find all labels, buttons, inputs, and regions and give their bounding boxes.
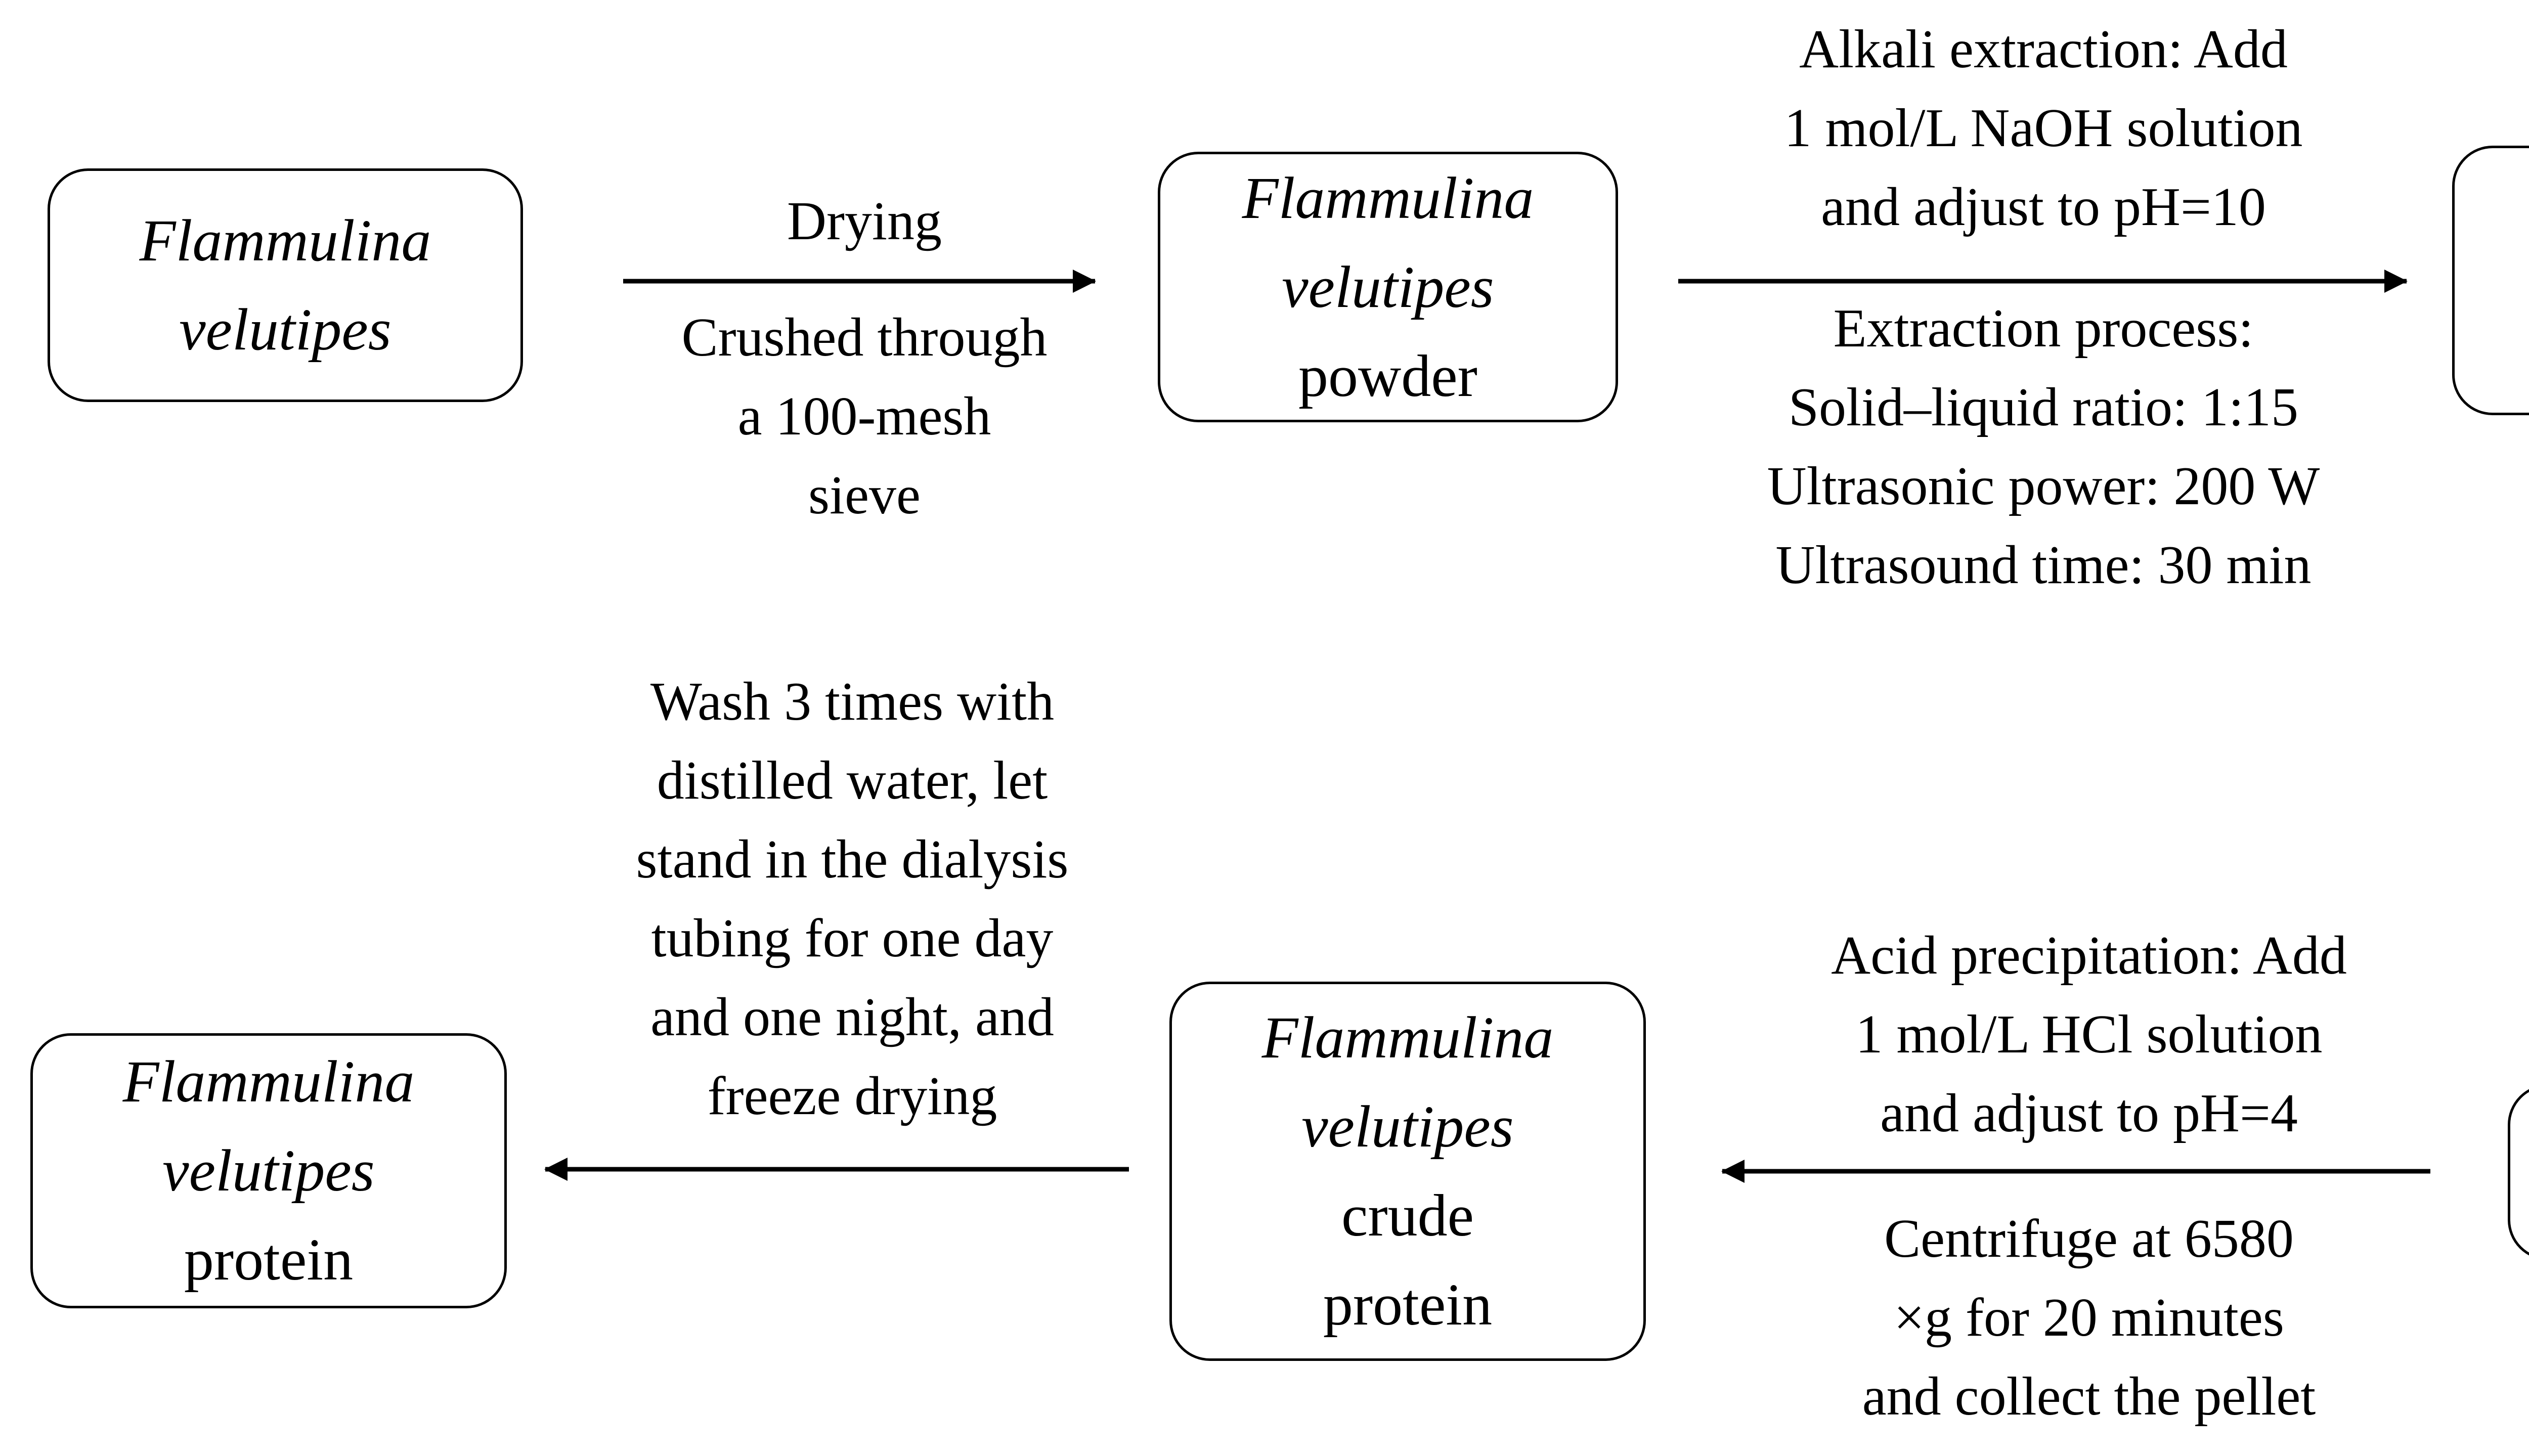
label-wash (536, 663, 1168, 1136)
label-line: Alkali extraction: Add (1799, 19, 2288, 79)
node-italic-line: velutipes (162, 1137, 375, 1204)
label-line: Crushed through (681, 307, 1048, 368)
label-line: Acid precipitation: Add (1831, 925, 2347, 986)
label-acid-above (1720, 916, 2458, 1153)
label-line: sieve (808, 465, 921, 525)
label-line: Wash 3 times with (650, 672, 1055, 732)
label-alkali-below (1654, 289, 2433, 605)
node-protein (30, 1033, 507, 1308)
node-plain-line: powder (1298, 342, 1477, 409)
label-line: a 100-mesh (737, 386, 991, 447)
label-line: and adjust to pH=10 (1821, 177, 2266, 237)
node-solution (2452, 146, 2529, 415)
node-italic-line: velutipes (179, 296, 391, 363)
label-line: Drying (787, 191, 942, 251)
label-line: Centrifuge at 6580 (1884, 1209, 2294, 1269)
node-plain-line: protein (184, 1226, 354, 1293)
label-line: distilled water, let (657, 751, 1048, 811)
node-crude-protein (1169, 982, 1646, 1361)
label-line: and collect the pellet (1862, 1366, 2316, 1427)
label-line: Ultrasonic power: 200 W (1767, 456, 2320, 516)
label-acid-below (1720, 1200, 2458, 1436)
label-drying-below (614, 298, 1115, 535)
label-line: stand in the dialysis (636, 829, 1069, 890)
label-line: Extraction process: (1833, 298, 2254, 359)
node-italic-line: Flammulina (1242, 164, 1534, 231)
node-italic-line: velutipes (1282, 253, 1494, 320)
label-line: and adjust to pH=4 (1880, 1083, 2298, 1143)
node-italic-line: Flammulina (1261, 1004, 1554, 1071)
node-supernatant (2508, 1084, 2529, 1260)
label-line: 1 mol/L HCl solution (1855, 1004, 2323, 1065)
label-line: Ultrasound time: 30 min (1775, 535, 2312, 595)
label-line: freeze drying (707, 1066, 997, 1126)
node-flammulina-velutipes (48, 168, 523, 402)
label-line: 1 mol/L NaOH solution (1784, 98, 2303, 158)
label-alkali-above (1654, 10, 2433, 247)
label-line: ×g for 20 minutes (1894, 1288, 2284, 1348)
node-italic-line: Flammulina (139, 207, 431, 274)
label-line: and one night, and (650, 987, 1054, 1047)
node-plain-line: crude (1341, 1182, 1474, 1249)
node-plain-line: protein (1323, 1271, 1493, 1338)
node-italic-line: velutipes (1301, 1093, 1514, 1160)
node-italic-line: Flammulina (122, 1048, 415, 1115)
label-drying-above (614, 182, 1115, 261)
label-line: tubing for one day (651, 908, 1054, 968)
node-powder (1158, 152, 1618, 422)
label-line: Solid–liquid ratio: 1:15 (1788, 377, 2299, 437)
